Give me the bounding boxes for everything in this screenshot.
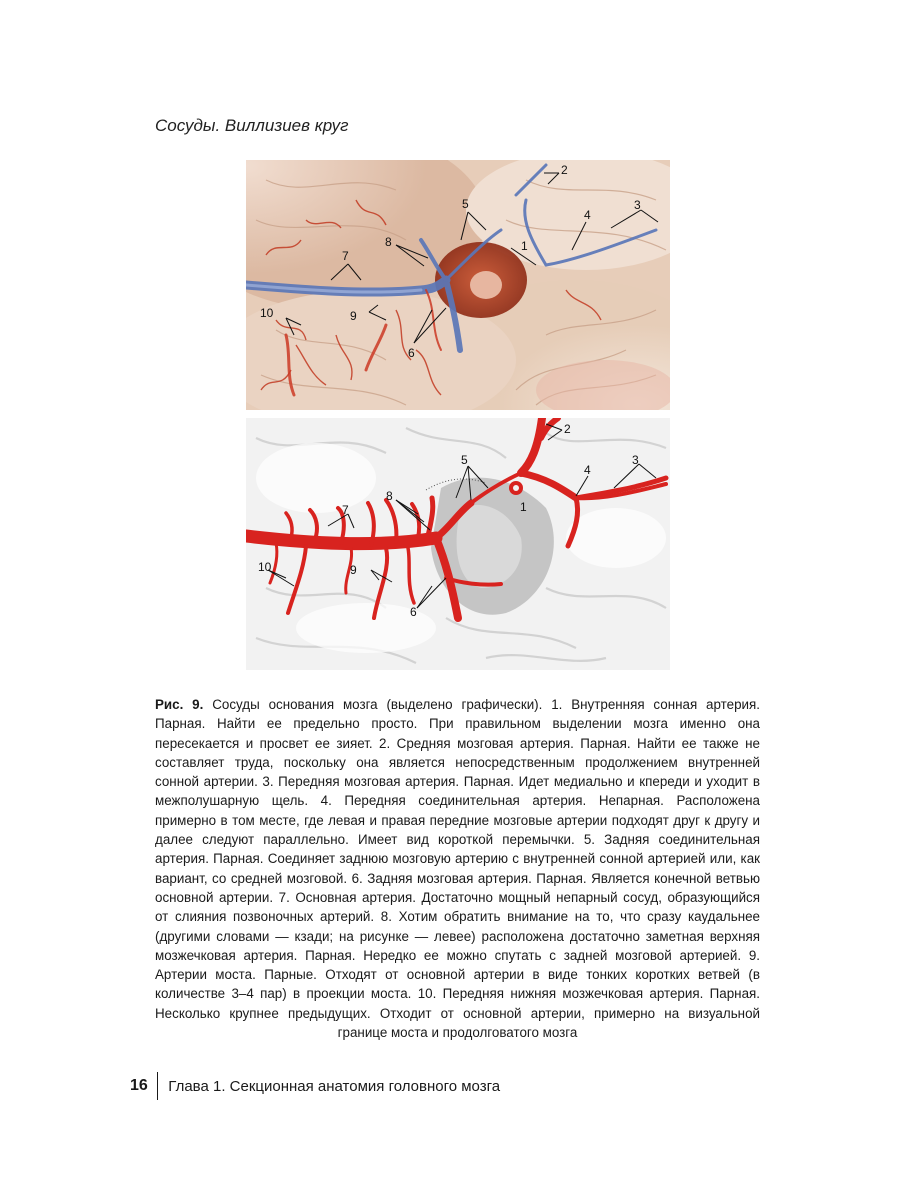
photo-label-3: 3 bbox=[634, 198, 641, 212]
diagram-label-4: 4 bbox=[584, 463, 591, 477]
brain-base-photo bbox=[246, 160, 670, 410]
page-footer bbox=[130, 1072, 500, 1100]
diagram-label-3: 3 bbox=[632, 453, 639, 467]
figure-caption-label: Рис. 9. bbox=[155, 697, 204, 712]
photo-label-4: 4 bbox=[584, 208, 591, 222]
photo-label-9: 9 bbox=[350, 309, 357, 323]
diagram-label-6: 6 bbox=[410, 605, 417, 619]
artery-diagram bbox=[246, 418, 670, 670]
photo-label-5: 5 bbox=[462, 197, 469, 211]
photo-label-6: 6 bbox=[408, 346, 415, 360]
diagram-label-1: 1 bbox=[520, 500, 527, 514]
diagram-label-9: 9 bbox=[350, 563, 357, 577]
chapter-title: Глава 1. Секционная анатомия головного мозга bbox=[168, 1077, 501, 1095]
photo-label-2: 2 bbox=[561, 163, 568, 177]
diagram-label-8: 8 bbox=[386, 489, 393, 503]
figure-caption bbox=[155, 695, 760, 1042]
figure-caption-text: Сосуды основания мозга (выделено графически). 1. Внутренняя сонная артерия. Парная. Найти ее предельно просто. При правильном выделении мозга именно она пересекается и просвет ее зияет. 2. Средняя мозговая артерия. Парная. Найти ее также не составляет труда, поскольку она является непосредственным продолжением внутренней сонной артерии. 3. Передняя мозговая артерия. Парная. Идет медиально и кпереди и уходит в межполушарную щель. 4. Передняя соединительная артерия. Непарная. Расположена примерно в том месте, где левая и правая передние мозговые артерии подходят друг к другу и далее следуют параллельно. Имеет вид короткой перемычки. 5. Задняя соединительная артерия. Парная. Соединяет заднюю мозговую артерию с внутренней сонной артерией или, как вариант, со средней мозговой. 6. Задняя мозговая артерия. Парная. Является конечной ветвью основной артерии. 7. Основная артерия. Достаточно мощный непарный сосуд, образующийся от слияния позвоночных артерий. 8. Хотим обратить внимание на то, что сразу каудальнее (другими словами — кзади; на рисунке — левее) расположена достаточно заметная верхняя мозжечковая артерия. Парная. Нередко ее можно спутать с задней мозговой артерией. 9. Артерии моста. Парные. Отходят от основной артерии в виде тонких коротких ветвей (в количестве 3–4 пар) в проекции моста. 10. Передняя нижняя мозжечковая артерия. Парная. Несколько крупнее предыдущих. Отходит от основной артерии, примерно на визуальной границе моста и продолговатого мозга bbox=[155, 697, 760, 1041]
footer-divider bbox=[157, 1072, 159, 1100]
photo-label-7: 7 bbox=[342, 249, 349, 263]
diagram-label-2: 2 bbox=[564, 422, 571, 436]
diagram-label-5: 5 bbox=[461, 453, 468, 467]
page-number: 16 bbox=[130, 1077, 148, 1094]
photo-label-8: 8 bbox=[385, 235, 392, 249]
page-header-title: Сосуды. Виллизиев круг bbox=[155, 116, 349, 135]
photo-label-1: 1 bbox=[521, 239, 528, 253]
diagram-label-10: 10 bbox=[258, 560, 272, 574]
diagram-label-7: 7 bbox=[342, 503, 349, 517]
photo-label-10: 10 bbox=[260, 306, 274, 320]
